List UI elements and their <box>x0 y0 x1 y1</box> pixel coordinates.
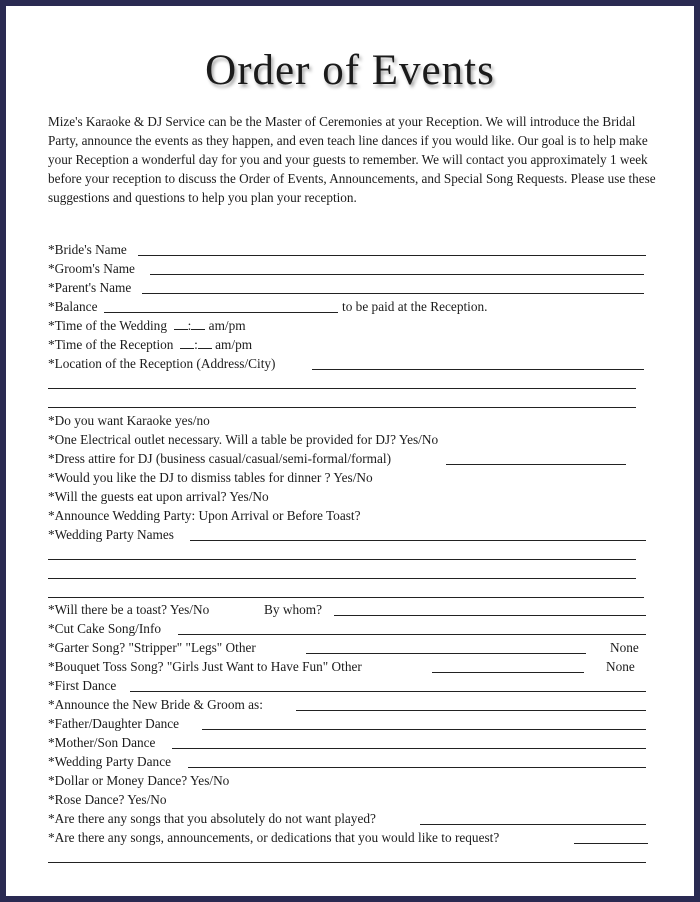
by-whom-field[interactable] <box>334 615 646 616</box>
cake-label: *Cut Cake Song/Info <box>48 621 162 636</box>
not-played-field[interactable] <box>420 824 646 825</box>
time-wedding-hour[interactable] <box>174 316 188 330</box>
toast-question: *Will there be a toast? Yes/No <box>48 602 210 617</box>
requests-field[interactable] <box>574 843 648 844</box>
father-daughter-label: *Father/Daughter Dance <box>48 716 180 731</box>
party-names-line-2[interactable] <box>48 559 636 560</box>
party-names-label: *Wedding Party Names <box>48 527 174 542</box>
party-names-line-4[interactable] <box>48 597 644 598</box>
karaoke-question: *Do you want Karaoke yes/no <box>48 413 210 428</box>
form-page <box>6 6 694 896</box>
time-reception-label <box>48 335 252 354</box>
bouquet-field[interactable] <box>432 672 584 673</box>
time-reception-text: *Time of the Reception <box>48 337 174 352</box>
brides-name-field[interactable] <box>138 255 646 256</box>
balance-suffix: to be paid at the Reception. <box>342 299 488 314</box>
eat-question: *Will the guests eat upon arrival? Yes/No <box>48 489 269 504</box>
location-field-line-2[interactable] <box>48 388 636 389</box>
requests-question: *Are there any songs, announcements, or dedications that you would like to request? <box>48 830 500 845</box>
location-field[interactable] <box>312 369 644 370</box>
balance-label: *Balance <box>48 299 98 314</box>
location-field-line-3[interactable] <box>48 407 636 408</box>
first-dance-label: *First Dance <box>48 678 117 693</box>
time-wedding-ampm: am/pm <box>208 318 246 333</box>
party-names-field[interactable] <box>190 540 646 541</box>
party-dance-field[interactable] <box>188 767 646 768</box>
mother-son-label: *Mother/Son Dance <box>48 735 156 750</box>
father-daughter-field[interactable] <box>202 729 646 730</box>
page-title: Order of Events <box>205 47 495 94</box>
announce-party-question: *Announce Wedding Party: Upon Arrival or Before Toast? <box>48 508 361 523</box>
requests-field-line-2[interactable] <box>48 862 646 863</box>
garter-none-option[interactable]: None <box>610 640 639 655</box>
bouquet-none-option[interactable]: None <box>606 659 635 674</box>
grooms-name-label: *Groom's Name <box>48 261 135 276</box>
dollar-dance-question: *Dollar or Money Dance? Yes/No <box>48 773 230 788</box>
attire-field[interactable] <box>446 464 626 465</box>
announce-couple-label: *Announce the New Bride & Groom as: <box>48 697 263 712</box>
time-reception-hour[interactable] <box>180 335 194 349</box>
time-wedding-minute[interactable] <box>191 316 205 330</box>
intro-paragraph: Mize's Karaoke & DJ Service can be the Master of Ceremonies at your Reception. We will introduce the Bridal Party, announce the events as they happen, and even teach line dances if you would like. Our goal is to help make your Reception a wonderful day for you and your guests to remember. We will contact you approximately 1 week before your reception to discuss the Order of Events, Announcements, and Special Song Requests. Please use these suggestions and questions to help you plan your reception. <box>48 114 656 205</box>
time-reception-colon: : <box>194 337 198 352</box>
bouquet-question: *Bouquet Toss Song? "Girls Just Want to Have Fun" Other <box>48 659 362 674</box>
dismiss-question: *Would you like the DJ to dismiss tables for dinner ? Yes/No <box>48 470 373 485</box>
time-wedding-label <box>48 316 246 335</box>
balance-field[interactable] <box>104 312 338 313</box>
outlet-question: *One Electrical outlet necessary. Will a table be provided for DJ? Yes/No <box>48 432 439 447</box>
first-dance-field[interactable] <box>130 691 646 692</box>
time-wedding-colon: : <box>187 318 192 333</box>
announce-couple-field[interactable] <box>296 710 646 711</box>
brides-name-label: *Bride's Name <box>48 242 127 257</box>
parents-name-label: *Parent's Name <box>48 280 132 295</box>
time-reception-ampm: am/pm <box>215 337 253 352</box>
time-wedding-text: *Time of the Wedding <box>48 318 167 333</box>
rose-dance-question: *Rose Dance? Yes/No <box>48 792 167 807</box>
not-played-question: *Are there any songs that you absolutely do not want played? <box>48 811 376 826</box>
time-reception-minute[interactable] <box>198 335 212 349</box>
garter-question: *Garter Song? "Stripper" "Legs" Other <box>48 640 256 655</box>
party-names-line-3[interactable] <box>48 578 636 579</box>
cake-field[interactable] <box>178 634 646 635</box>
by-whom-label: By whom? <box>264 602 322 617</box>
garter-field[interactable] <box>306 653 586 654</box>
party-dance-label: *Wedding Party Dance <box>48 754 171 769</box>
attire-question: *Dress attire for DJ (business casual/casual/semi-formal/formal) <box>48 451 392 466</box>
mother-son-field[interactable] <box>172 748 646 749</box>
parents-name-field[interactable] <box>142 293 644 294</box>
grooms-name-field[interactable] <box>150 274 644 275</box>
location-label: *Location of the Reception (Address/City) <box>48 356 276 371</box>
